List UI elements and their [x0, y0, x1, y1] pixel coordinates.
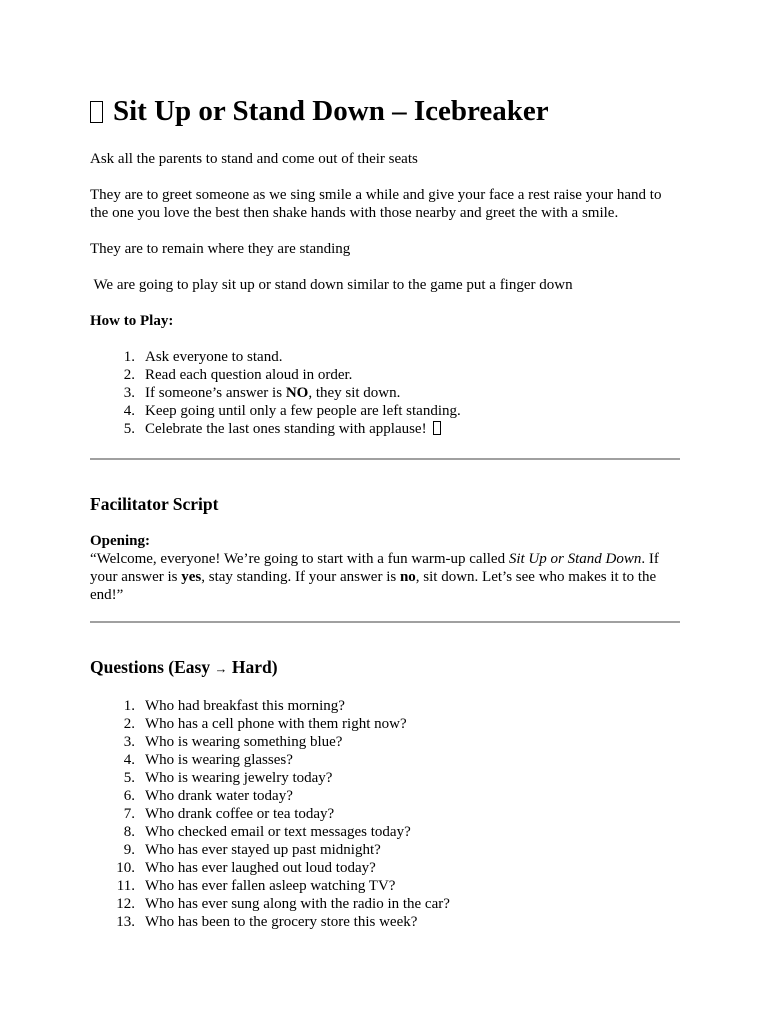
- opening-label: Opening:: [90, 533, 151, 549]
- document-content: [90, 92, 680, 949]
- facilitator-heading: Facilitator Script: [90, 494, 219, 514]
- list-item: 13. Who has been to the grocery store this week?: [116, 914, 418, 930]
- list-item: 11. Who has ever fallen asleep watching TV?: [116, 878, 396, 894]
- list-item: 12. Who has ever sung along with the radio in the car?: [116, 896, 450, 912]
- intro-paragraph-2: They are to greet someone as we sing smile a while and give your face a rest raise your hand to the one you love the best then shake hands with those nearby and greet the with a smile.: [90, 187, 662, 221]
- missing-emoji-icon: [90, 101, 103, 123]
- how-to-play-list: [90, 348, 680, 438]
- divider: [90, 458, 680, 460]
- opening-quote: “Welcome, everyone! We’re going to start with a fun warm-up called Sit Up or Stand Down. If your answer is yes, stay standing. If your answer is no, sit down. Let’s see who makes it to the end!”: [90, 551, 663, 603]
- list-item: 5. Who is wearing jewelry today?: [123, 770, 333, 786]
- list-item: 7. Who drank coffee or tea today?: [123, 806, 335, 822]
- missing-emoji-icon: [433, 421, 441, 435]
- intro-paragraph-1: Ask all the parents to stand and come out of their seats: [90, 151, 418, 167]
- list-item: 5. Celebrate the last ones standing with applause!: [90, 420, 680, 438]
- list-item: 3. If someone’s answer is NO, they sit down.: [123, 385, 401, 401]
- list-item: 1. Ask everyone to stand.: [123, 349, 283, 365]
- list-item: 1. Who had breakfast this morning?: [123, 698, 345, 714]
- list-item: 6. Who drank water today?: [123, 788, 293, 804]
- intro-paragraph-3: They are to remain where they are standing: [90, 241, 351, 257]
- list-item: 3. Who is wearing something blue?: [123, 734, 343, 750]
- list-item: 10. Who has ever laughed out loud today?: [116, 860, 376, 876]
- list-item: 4. Keep going until only a few people are left standing.: [123, 403, 461, 419]
- intro-paragraph-4: We are going to play sit up or stand down similar to the game put a finger down: [90, 277, 573, 293]
- page-title-text: Sit Up or Stand Down – Icebreaker: [113, 95, 549, 127]
- list-item: 9. Who has ever stayed up past midnight?: [123, 842, 381, 858]
- arrow-right-icon: →: [214, 661, 228, 676]
- divider: [90, 621, 680, 623]
- page-title: [90, 92, 680, 130]
- list-item: 2. Who has a cell phone with them right now?: [123, 716, 407, 732]
- list-item: 4. Who is wearing glasses?: [123, 752, 293, 768]
- list-item: 8. Who checked email or text messages today?: [123, 824, 411, 840]
- questions-list: [90, 697, 680, 931]
- questions-heading: Questions (Easy → Hard): [90, 657, 278, 677]
- how-to-play-heading: How to Play:: [90, 313, 174, 329]
- list-item: 2. Read each question aloud in order.: [123, 367, 353, 383]
